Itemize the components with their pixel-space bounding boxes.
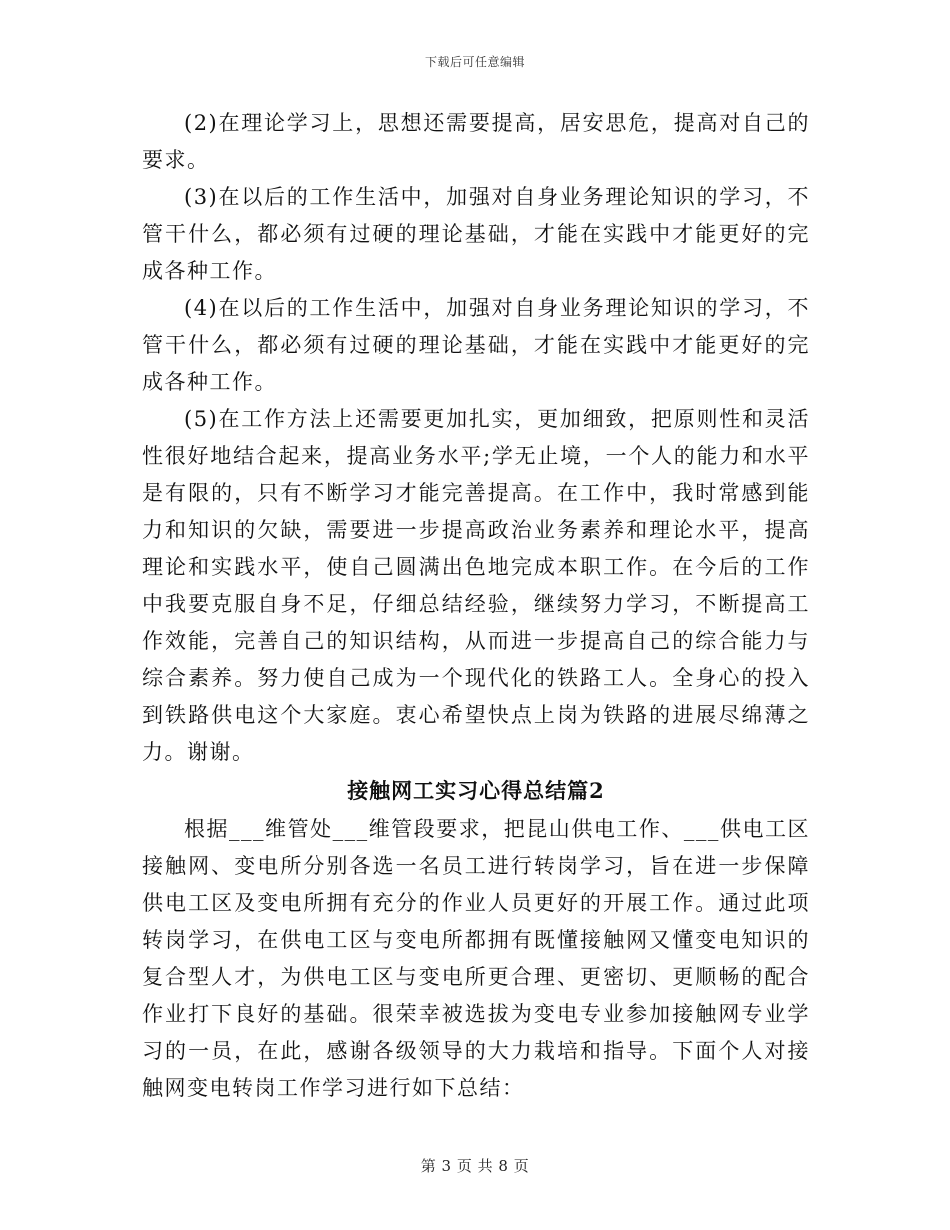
document-body	[142, 105, 810, 1107]
paragraph-item-3: (3)在以后的工作生活中，加强对自身业务理论知识的学习，不管干什么，都必须有过硬的理论基础，才能在实践中才能更好的完成各种工作。	[142, 185, 810, 283]
section-title: 接触网工实习心得总结篇2	[347, 778, 605, 803]
paragraph-section-intro: 根据___维管处___维管段要求，把昆山供电工作、___供电工区接触网、变电所分别各选一名员工进行转岗学习，旨在进一步保障供电工区及变电所拥有充分的作业人员更好的开展工作。通过此项转岗学习，在供电工区与变电所都拥有既懂接触网又懂变电知识的复合型人才，为供电工区与变电所更合理、更密切、更顺畅的配合作业打下良好的基础。很荣幸被选拔为变电专业参加接触网专业学习的一员，在此，感谢各级领导的大力栽培和指导。下面个人对接触网变电转岗工作学习进行如下总结：	[142, 817, 810, 1100]
page-indicator: 第 3 页 共 8 页	[420, 1157, 530, 1175]
paragraph-item-5: (5)在工作方法上还需要更加扎实，更加细致，把原则性和灵活性很好地结合起来，提高业务水平;学无止境，一个人的能力和水平是有限的，只有不断学习才能完善提高。在工作中，我时常感到能力和知识的欠缺，需要进一步提高政治业务素养和理论水平，提高理论和实践水平，使自己圆满出色地完成本职工作。在今后的工作中我要克服自身不足，仔细总结经验，继续努力学习，不断提高工作效能，完善自己的知识结构，从而进一步提高自己的综合能力与综合素养。努力使自己成为一个现代化的铁路工人。全身心的投入到铁路供电这个大家庭。衷心希望快点上岗为铁路的进展尽绵薄之力。谢谢。	[142, 407, 810, 764]
paragraph-item-4: (4)在以后的工作生活中，加强对自身业务理论知识的学习，不管干什么，都必须有过硬的理论基础，才能在实践中才能更好的完成各种工作。	[142, 296, 810, 394]
paragraph-item-2: (2)在理论学习上，思想还需要提高，居安思危，提高对自己的要求。	[142, 111, 810, 172]
header-note: 下载后可任意编辑	[424, 55, 525, 69]
